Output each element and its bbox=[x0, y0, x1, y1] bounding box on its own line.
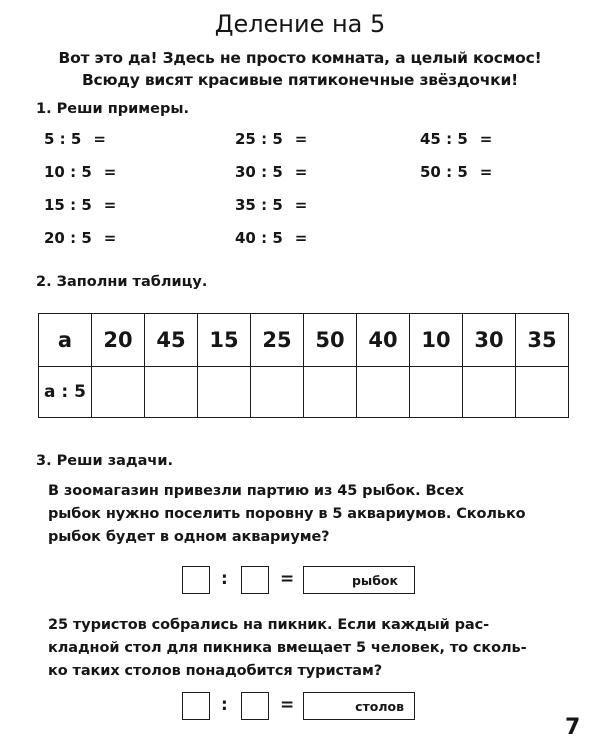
answer-cell[interactable] bbox=[463, 367, 516, 418]
division-table bbox=[38, 313, 569, 418]
table-value-cell: 20 bbox=[92, 314, 145, 367]
row-a-label: a bbox=[39, 314, 92, 367]
intro-line: Всюду висят красивые пятиконечные звёздочки! bbox=[81, 71, 519, 89]
example-item bbox=[235, 163, 307, 181]
answer-cell[interactable] bbox=[198, 367, 251, 418]
equals-sign: = bbox=[294, 229, 308, 247]
problem-line: кладной стол для пикника вмещает 5 человек, то сколь- bbox=[48, 640, 527, 656]
example-expression: 30 : 5 bbox=[235, 163, 283, 181]
example-item bbox=[420, 163, 492, 181]
example-item bbox=[44, 196, 116, 214]
intro-line: Вот это да! Здесь не просто комната, а целый космос! bbox=[58, 49, 542, 67]
problem-line: ко таких столов понадобится туристам? bbox=[48, 663, 383, 679]
answer-box-tables[interactable] bbox=[303, 692, 415, 720]
example-expression: 10 : 5 bbox=[44, 163, 92, 181]
table-value-cell: 15 bbox=[198, 314, 251, 367]
example-expression: 20 : 5 bbox=[44, 229, 92, 247]
divide-sign: : bbox=[221, 569, 228, 589]
dividend-box[interactable] bbox=[182, 566, 210, 594]
example-expression: 5 : 5 bbox=[44, 130, 82, 148]
divisor-box[interactable] bbox=[241, 692, 269, 720]
answer-cell[interactable] bbox=[410, 367, 463, 418]
example-expression: 35 : 5 bbox=[235, 196, 283, 214]
equals-sign: = bbox=[103, 196, 117, 214]
equals-sign: = bbox=[294, 130, 308, 148]
table-value-cell: 30 bbox=[463, 314, 516, 367]
answer-cell[interactable] bbox=[357, 367, 410, 418]
table-row-answers bbox=[39, 367, 569, 418]
example-expression: 25 : 5 bbox=[235, 130, 283, 148]
equals-sign: = bbox=[103, 163, 117, 181]
dividend-box[interactable] bbox=[182, 692, 210, 720]
equals-sign: = bbox=[280, 695, 295, 715]
table-value-cell: 25 bbox=[251, 314, 304, 367]
equals-sign: = bbox=[93, 130, 106, 148]
task1-heading: 1. Реши примеры. bbox=[36, 101, 189, 117]
unit-label: столов bbox=[355, 699, 404, 714]
problem-line: В зоомагазин привезли партию из 45 рыбок. Всех bbox=[48, 483, 464, 499]
example-item bbox=[235, 196, 307, 214]
answer-cell[interactable] bbox=[251, 367, 304, 418]
table-value-cell: 35 bbox=[516, 314, 569, 367]
task2-heading: 2. Заполни таблицу. bbox=[36, 274, 208, 290]
equals-sign: = bbox=[294, 163, 308, 181]
equals-sign: = bbox=[294, 196, 308, 214]
problem-line: 25 туристов собрались на пикник. Если каждый рас- bbox=[48, 617, 489, 633]
answer-cell[interactable] bbox=[304, 367, 357, 418]
table-value-cell: 45 bbox=[145, 314, 198, 367]
answer-cell[interactable] bbox=[516, 367, 569, 418]
problem-1-text bbox=[48, 480, 526, 549]
divide-sign: : bbox=[221, 695, 228, 715]
row-b-label: a : 5 bbox=[39, 367, 92, 418]
page-title: Деление на 5 bbox=[214, 10, 386, 38]
example-item bbox=[235, 229, 307, 247]
example-expression: 15 : 5 bbox=[44, 196, 92, 214]
equals-sign: = bbox=[479, 130, 493, 148]
example-expression: 40 : 5 bbox=[235, 229, 283, 247]
task3-heading: 3. Реши задачи. bbox=[36, 453, 174, 469]
problem-line: рыбок будет в одном аквариуме? bbox=[48, 529, 330, 545]
table-value-cell: 50 bbox=[304, 314, 357, 367]
equals-sign: = bbox=[280, 569, 295, 589]
divisor-box[interactable] bbox=[241, 566, 269, 594]
example-expression: 50 : 5 bbox=[420, 163, 468, 181]
answer-box-fish[interactable] bbox=[303, 566, 415, 594]
equals-sign: = bbox=[479, 163, 493, 181]
intro-text bbox=[0, 47, 600, 91]
page-number: 7 bbox=[565, 715, 581, 740]
example-expression: 45 : 5 bbox=[420, 130, 468, 148]
problem-line: рыбок нужно поселить поровну в 5 аквариумов. Сколько bbox=[48, 506, 526, 522]
example-item bbox=[44, 163, 116, 181]
answer-cell[interactable] bbox=[92, 367, 145, 418]
example-item bbox=[44, 229, 116, 247]
example-item bbox=[235, 130, 307, 148]
table-row-a bbox=[39, 314, 569, 367]
example-item bbox=[44, 130, 106, 148]
equals-sign: = bbox=[103, 229, 117, 247]
answer-cell[interactable] bbox=[145, 367, 198, 418]
problem-2-text bbox=[48, 614, 527, 683]
table-value-cell: 40 bbox=[357, 314, 410, 367]
table-value-cell: 10 bbox=[410, 314, 463, 367]
unit-label: рыбок bbox=[351, 573, 398, 588]
example-item bbox=[420, 130, 492, 148]
